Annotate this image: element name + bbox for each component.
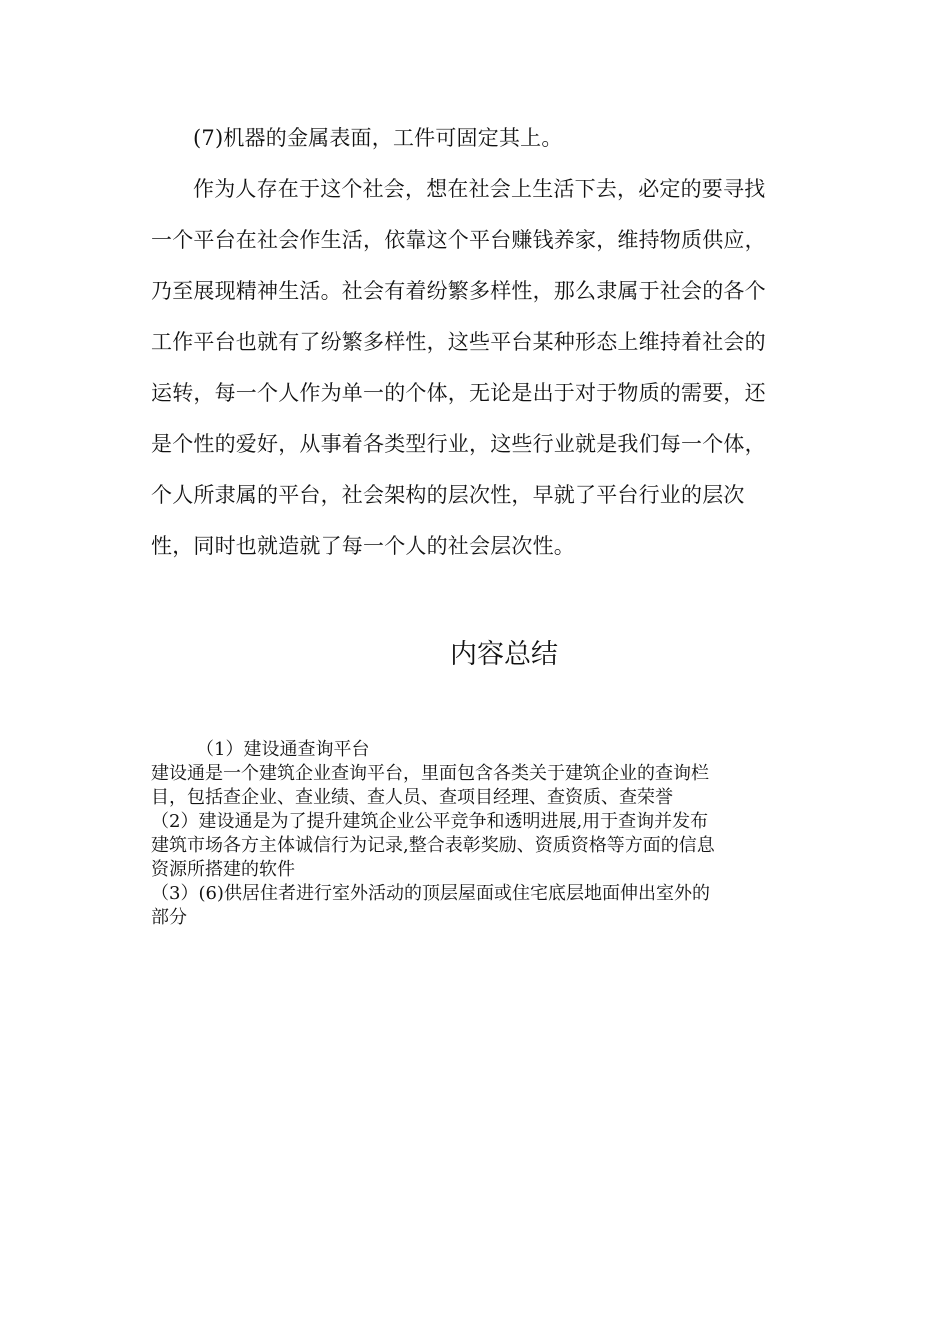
- paragraph-line: 乃至展现精神生活。社会有着纷繁多样性，那么隶属于社会的各个: [151, 279, 766, 303]
- summary-line: （1）建设通查询平台: [196, 739, 370, 760]
- summary-line: 部分: [151, 907, 187, 928]
- summary-line: （3）(6)供居住者进行室外活动的顶层屋面或住宅底层地面伸出室外的: [151, 883, 710, 904]
- paragraph-line: 性，同时也就造就了每一个人的社会层次性。: [151, 534, 575, 558]
- summary-line: 目，包括查企业、查业绩、查人员、查项目经理、查资质、查荣誉: [151, 787, 673, 808]
- paragraph-line: 工作平台也就有了纷繁多样性，这些平台某种形态上维持着社会的: [151, 330, 766, 354]
- paragraph-line: 一个平台在社会作生活，依靠这个平台赚钱养家，维持物质供应，: [151, 228, 766, 252]
- paragraph-line: 运转，每一个人作为单一的个体，无论是出于对于物质的需要，还: [151, 381, 766, 405]
- summary-line: 建设通是一个建筑企业查询平台，里面包含各类关于建筑企业的查询栏: [151, 763, 709, 784]
- summary-line: 资源所搭建的软件: [151, 859, 295, 880]
- paragraph-line: 是个性的爱好，从事着各类型行业，这些行业就是我们每一个体，: [151, 432, 766, 456]
- paragraph-line: 作为人存在于这个社会，想在社会上生活下去，必定的要寻找: [193, 177, 766, 201]
- summary-line: 建筑市场各方主体诚信行为记录,整合表彰奖励、资质资格等方面的信息: [151, 835, 715, 856]
- paragraph-line: 个人所隶属的平台，社会架构的层次性，早就了平台行业的层次: [151, 483, 745, 507]
- summary-line: （2）建设通是为了提升建筑企业公平竞争和透明进展,用于查询并发布: [151, 811, 709, 832]
- paragraph-line: (7)机器的金属表面，工件可固定其上。: [193, 126, 563, 150]
- summary-heading: 内容总结: [450, 639, 558, 670]
- summary-block: [151, 738, 831, 930]
